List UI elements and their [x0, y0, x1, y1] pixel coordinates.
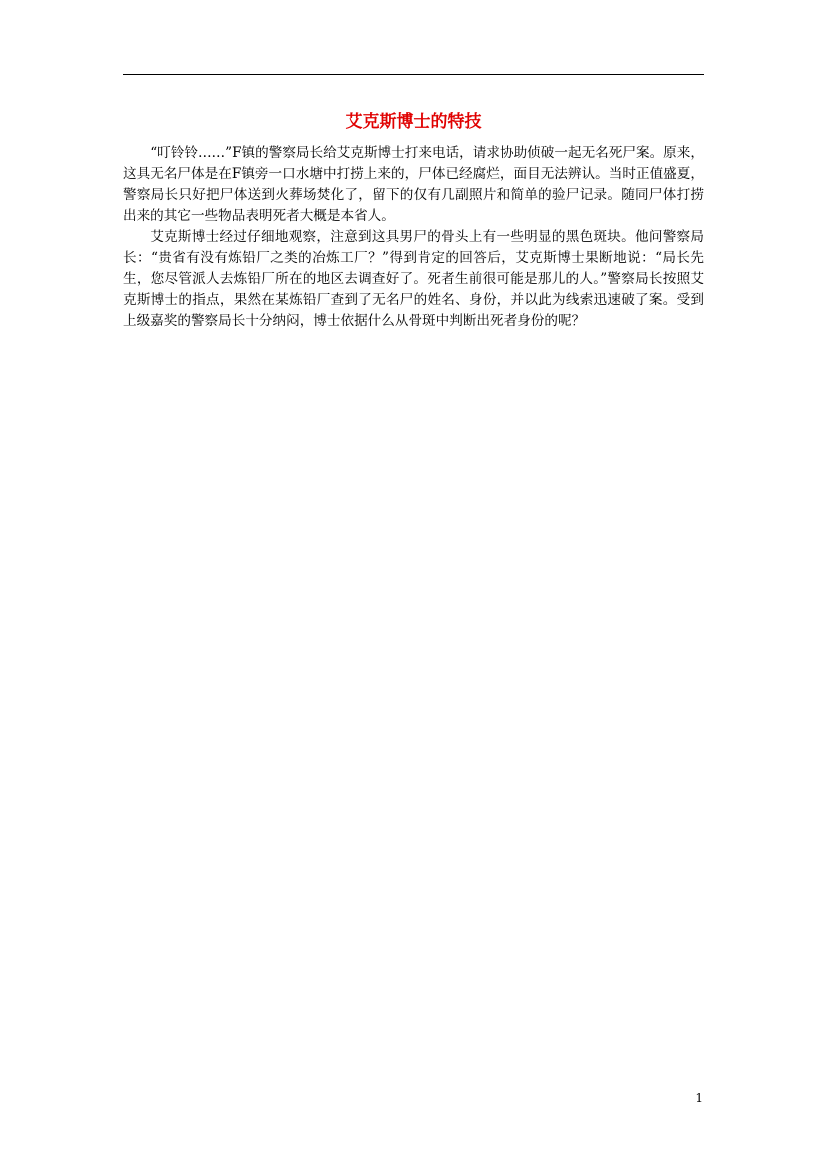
page-number: 1: [695, 1091, 703, 1105]
paragraph-1: “叮铃铃……”F镇的警察局长给艾克斯博士打来电话，请求协助侦破一起无名死尸案。原来，这具无名尸体是在F镇旁一口水塘中打捞上来的，尸体已经腐烂，面目无法辨认。当时正值盛夏，警察局长只好把尸体送到火葬场焚化了，留下的仅有几副照片和简单的验尸记录。随同尸体打捞出来的其它一些物品表明死者大概是本省人。: [123, 145, 704, 224]
document-title: 艾克斯博士的特技: [345, 112, 482, 132]
document-body: [123, 143, 704, 332]
paragraph-2: 艾克斯博士经过仔细地观察，注意到这具男尸的骨头上有一些明显的黑色斑块。他问警察局长：“贵省有没有炼铅厂之类的冶炼工厂？”得到肯定的回答后，艾克斯博士果断地说：“局长先生，您尽管派人去炼铅厂所在的地区去调查好了。死者生前很可能是那儿的人。”警察局长按照艾克斯博士的指点，果然在某炼铅厂查到了无名尸的姓名、身份，并以此为线索迅速破了案。受到上级嘉奖的警察局长十分纳闷，博士依据什么从骨斑中判断出死者身份的呢？: [123, 229, 704, 329]
header-rule: [123, 74, 704, 75]
